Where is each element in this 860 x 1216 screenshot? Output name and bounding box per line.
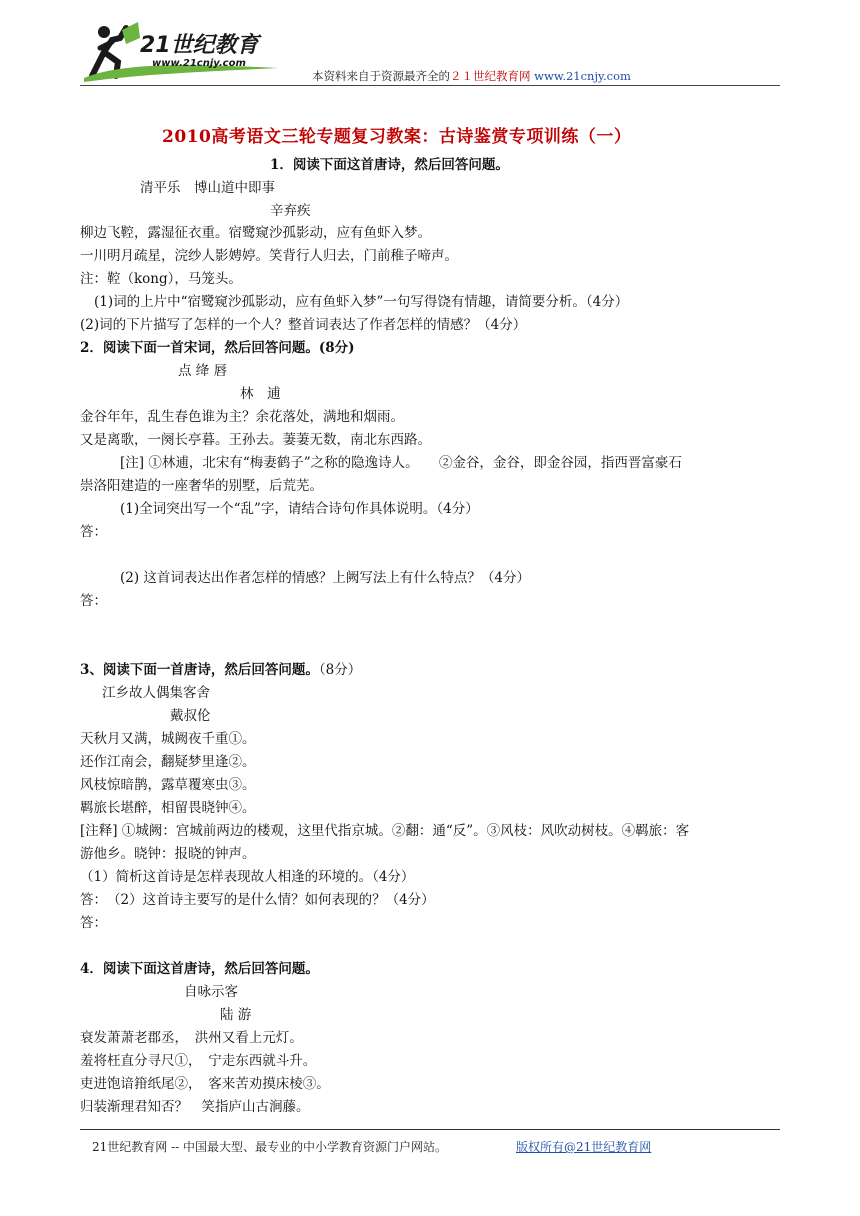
q3-note-line-2: 游他乡。晓钟：报晓的钟声。 <box>80 846 256 862</box>
q1-poem-line: 柳边飞鞚，露湿征衣重。宿鹭窥沙孤影动，应有鱼虾入梦。 <box>80 225 431 241</box>
header-divider <box>80 85 780 86</box>
header-site-url[interactable]: www.21cnjy.com <box>534 69 631 83</box>
q2-question-1: (1)全词突出写一个“乱”字，请结合诗句作具体说明。（4分） <box>120 501 479 517</box>
q3-author: 戴叔伦 <box>170 708 211 724</box>
q3-answer-2: 答： <box>80 915 107 931</box>
logo-text: 21世纪教育 <box>140 33 259 58</box>
q3-poem-line: 还作江南会，翻疑梦里逢②。 <box>80 754 256 770</box>
q4-poem-line: 吏进饱谙箝纸尾②， 客来苦劝摸床棱③。 <box>80 1076 330 1092</box>
site-logo <box>82 18 282 84</box>
q2-answer-1: 答： <box>80 524 107 540</box>
q2-poem-title: 点 绛 唇 <box>178 363 228 379</box>
q4-poem-line: 羞将枉直分寻尺①， 宁走东西就斗升。 <box>80 1053 317 1069</box>
q2-question-2: (2) 这首词表达出作者怎样的情感？上阙写法上有什么特点？（4分） <box>120 570 531 586</box>
q1-question-2: (2)词的下片描写了怎样的一个人？整首词表达了作者怎样的情感？（4分） <box>80 317 527 333</box>
q2-note-line-2: 崇洛阳建造的一座奢华的别墅，后荒芜。 <box>80 478 323 494</box>
q1-heading: 1．阅读下面这首唐诗，然后回答问题。 <box>270 157 509 173</box>
q2-note-line-1: [注] ①林逋，北宋有“梅妻鹤子”之称的隐逸诗人。 ②金谷，金谷，即金谷园，指西晋富豪石 <box>120 455 682 471</box>
q2-poem-line: 又是离歌，一阕长亭暮。王孙去。萋萋无数，南北东西路。 <box>80 432 431 448</box>
q1-question-1: (1)词的上片中“宿鹭窥沙孤影动，应有鱼虾入梦”一句写得饶有情趣，请简要分析。（4分） <box>94 294 629 310</box>
q1-author: 辛弃疾 <box>270 203 311 219</box>
q4-author: 陆 游 <box>220 1007 252 1023</box>
q3-heading-text: 3、阅读下面一首唐诗，然后回答问题。 <box>80 662 319 678</box>
footer-copyright-link[interactable]: 版权所有@21世纪教育网 <box>516 1140 652 1154</box>
footer-divider <box>80 1129 780 1130</box>
page-title: 2010高考语文三轮专题复习教案：古诗鉴赏专项训练（一） <box>162 127 632 147</box>
q2-answer-2: 答： <box>80 593 107 609</box>
q1-note: 注：鞚（kong），马笼头。 <box>80 271 242 287</box>
logo-url: www.21cnjy.com <box>152 58 246 69</box>
q4-heading: 4．阅读下面这首唐诗，然后回答问题。 <box>80 961 319 977</box>
q2-poem-line: 金谷年年，乱生春色谁为主？余花落处，满地和烟雨。 <box>80 409 404 425</box>
q1-poem-title: 清平乐 博山道中即事 <box>140 180 275 196</box>
q3-question-1: （1）简析这首诗是怎样表现故人相逢的环境的。（4分） <box>80 869 415 885</box>
q3-poem-line: 天秋月又满，城阙夜千重①。 <box>80 731 256 747</box>
q3-answer-1-question-2: 答： （2）这首诗主要写的是什么情？如何表现的？（4分） <box>80 892 435 908</box>
q2-author: 林 逋 <box>240 386 281 402</box>
q3-poem-line: 羁旅长堪醉，相留畏晓钟④。 <box>80 800 256 816</box>
q4-poem-title: 自咏示客 <box>184 984 238 1000</box>
q2-heading: 2．阅读下面一首宋词，然后回答问题。(8分) <box>80 340 355 356</box>
header-note <box>312 68 631 84</box>
q3-heading <box>80 661 361 679</box>
header-note-prefix: 本资料来自于资源最齐全的 <box>312 69 450 83</box>
q3-poem-line: 风枝惊暗鹊，露草覆寒虫③。 <box>80 777 256 793</box>
q4-poem-line: 衰发萧萧老郡丞， 洪州又看上元灯。 <box>80 1030 303 1046</box>
q3-heading-score: （8分） <box>318 662 362 678</box>
q3-poem-title: 江乡故人偶集客舍 <box>102 685 210 701</box>
header-site-name[interactable]: ２１世纪教育网 <box>450 69 531 83</box>
q1-poem-line: 一川明月疏星，浣纱人影娉婷。笑背行人归去，门前稚子啼声。 <box>80 248 458 264</box>
q4-poem-line: 归装渐理君知否？ 笑指庐山古涧藤。 <box>80 1099 310 1115</box>
q3-note-line-1: [注释] ①城阙：宫城前两边的楼观，这里代指京城。②翻：通“反”。③风枝：风吹动树枝。④羁旅：客 <box>80 823 690 839</box>
footer-text: 21世纪教育网 -- 中国最大型、最专业的中小学教育资源门户网站。 <box>92 1140 448 1154</box>
